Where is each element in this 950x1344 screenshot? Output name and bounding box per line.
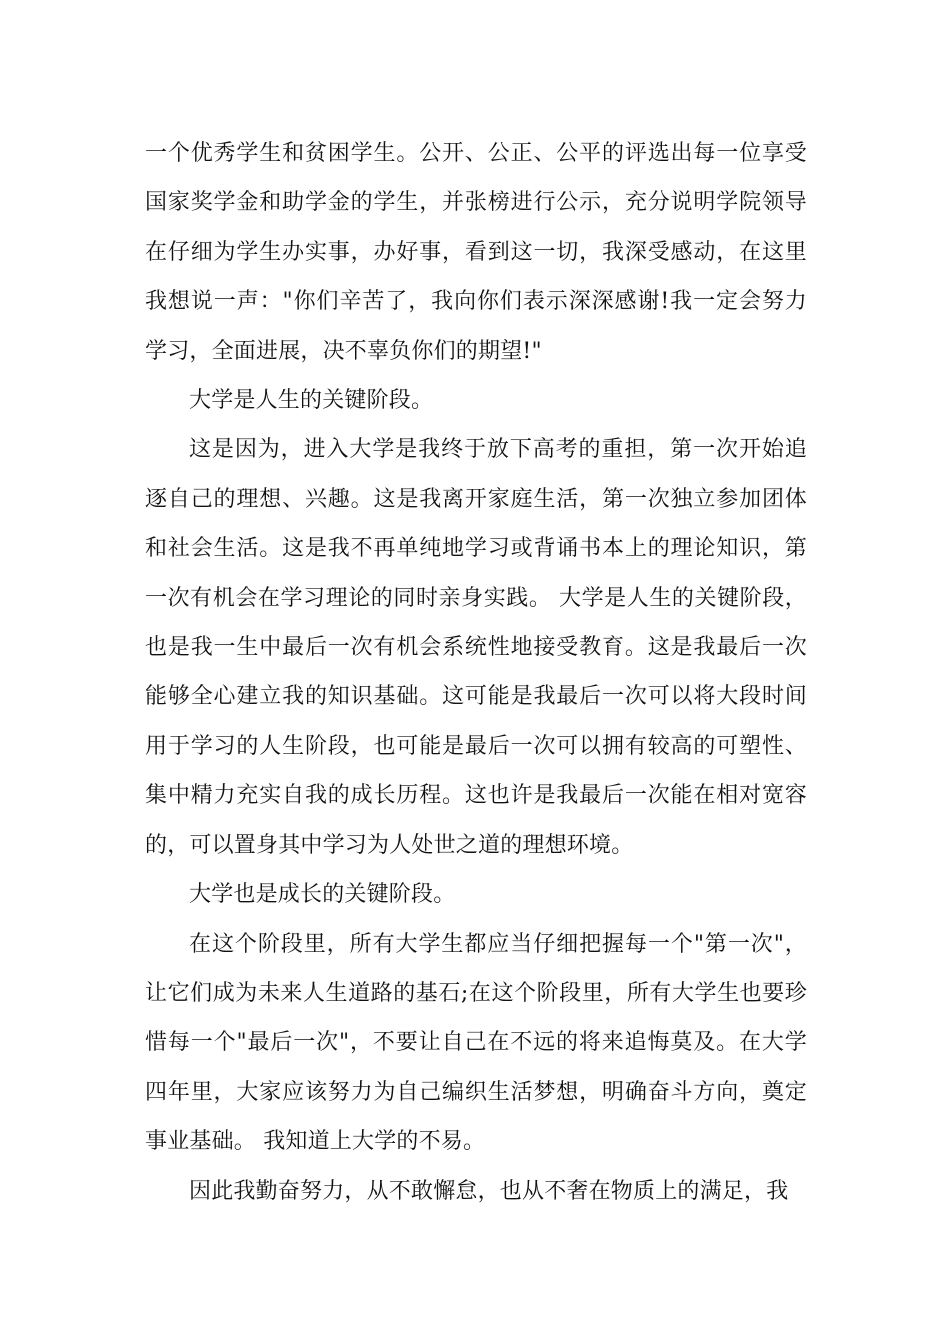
paragraph-1: 一个优秀学生和贫困学生。公开、公正、公平的评选出每一位享受国家奖学金和助学金的学生，并张榜进行公示，充分说明学院领导在仔细为学生办实事，办好事，看到这一切，我深受感动，在这里我想说一声："你们辛苦了，我向你们表示深深感谢!我一定会努力学习，全面进展，决不辜负你们的期望!" [145, 141, 807, 364]
paragraph-2: 大学是人生的关键阶段。 [189, 388, 434, 414]
document-body [145, 129, 807, 1216]
paragraph-5: 在这个阶段里，所有大学生都应当仔细把握每一个"第一次"，让它们成为未来人生道路的基石;在这个阶段里，所有大学生也要珍惜每一个"最后一次"，不要让自己在不远的将来追悔莫及。在大学四年里，大家应该努力为自己编织生活梦想，明确奋斗方向，奠定事业基础。 我知道上大学的不易。 [145, 931, 807, 1155]
paragraph-3: 这是因为，进入大学是我终于放下高考的重担，第一次开始追逐自己的理想、兴趣。这是我离开家庭生活，第一次独立参加团体和社会生活。这是我不再单纯地学习或背诵书本上的理论知识，第一次有机会在学习理论的同时亲身实践。 大学是人生的关键阶段，也是我一生中最后一次有机会系统性地接受教育。这是我最后一次能够全心建立我的知识基础。这可能是我最后一次可以将大段时间用于学习的人生阶段，也可能是最后一次可以拥有较高的可塑性、集中精力充实自我的成长历程。这也许是我最后一次能在相对宽容的，可以置身其中学习为人处世之道的理想环境。 [145, 437, 807, 858]
paragraph-6: 因此我勤奋努力，从不敢懈怠，也从不奢在物质上的满足，我 [189, 1178, 789, 1204]
paragraph-4: 大学也是成长的关键阶段。 [189, 882, 456, 908]
